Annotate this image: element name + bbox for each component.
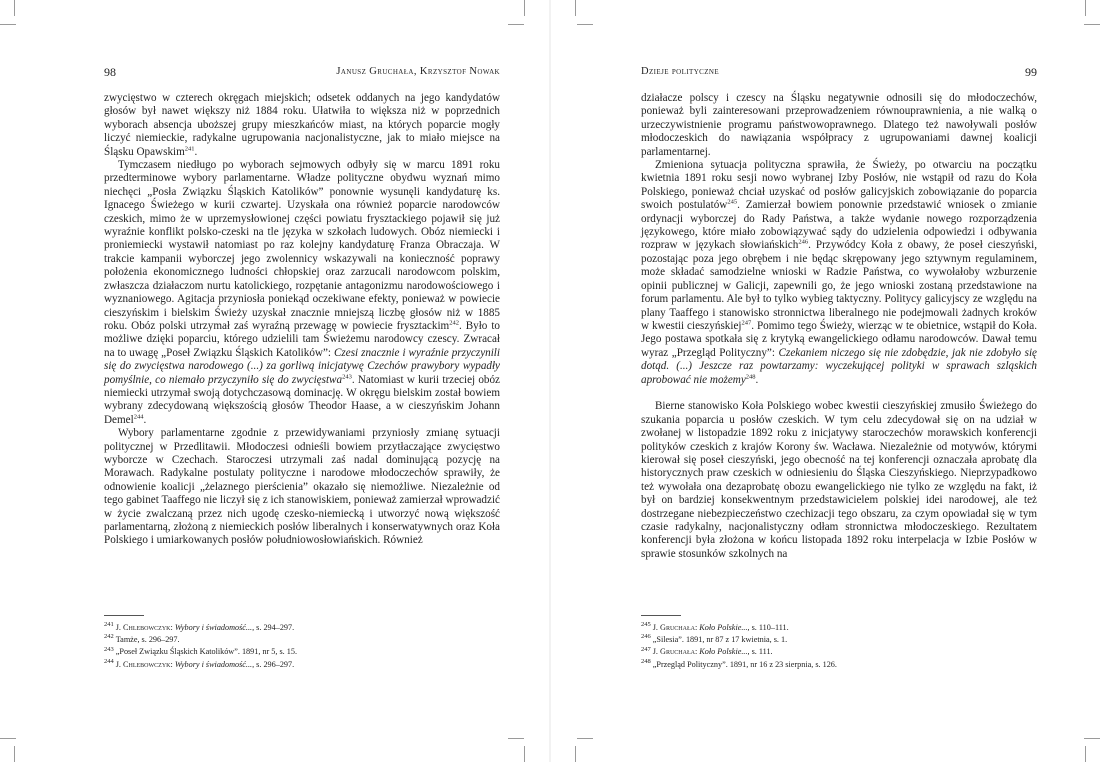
paragraph: [104, 159, 500, 427]
quotation: Czekaniem niczego się nie zdobędzie, jak nie zdobyło się dotąd. (...) Jeszcze raz powtarzamy: wyczekującej polityki w sprawach szląskich aprobować nie możemy: [641, 346, 1037, 386]
page-number: 98: [104, 65, 116, 79]
page-gutter: [549, 0, 551, 762]
footnote-marker: 244: [133, 413, 144, 421]
paragraph: [641, 400, 1037, 561]
footnote-rule: [641, 615, 681, 616]
footnote-marker: 243: [342, 372, 352, 380]
author-name: J. Chlebowczyk: [115, 659, 171, 669]
text-run: , s. 296–297.: [252, 659, 295, 669]
footnotes: [641, 622, 1037, 671]
quotation: Koło Polskie...: [699, 623, 748, 632]
quotation: Koło Polskie...: [699, 647, 748, 657]
footnote: [641, 622, 1037, 634]
footnote: [641, 646, 1037, 658]
text-run: :: [170, 623, 175, 632]
author-name: J. Gruchała: [652, 647, 695, 657]
footnote-rule: [104, 615, 144, 616]
footnote: [104, 646, 500, 658]
footnote-number: 246: [641, 633, 651, 641]
footnote: [641, 634, 1037, 646]
crop-mark: [1085, 0, 1086, 16]
footnote-marker: 247: [741, 319, 752, 327]
crop-mark: [508, 738, 524, 739]
text-run: . Przywódcy Koła z obawy, że poseł cieszyński, pozostając poza jego obrębem i nie będąc skrępowany jego sztywnym regulaminem, może składać samodzielne wnioski w Radzie Państwa, co wywołałoby wzburzenie opinii publicznej w Galicji, zapewnili go, że jego wnioski zostaną przedstawione na forum parlamentu. Ale był to tylko wybieg taktyczny. Politycy galicyjscy ze względu na plany Taaffego i stanowisko stronnictwa liberalnego nie podejmowali żadnych kroków w kwestii cieszyńskiej: [641, 239, 1037, 332]
crop-mark: [1084, 24, 1100, 25]
crop-mark: [0, 738, 16, 739]
footnote-marker: 246: [798, 238, 809, 246]
text-run: .: [755, 373, 759, 386]
text-run: . Pomimo tego Świeży, wierząc w te obietnice, wstąpił do Koła. Jego postawa spotkała się z krytyką ewangelickiego odłamu narodowców. Dawał temu wyraz „Przegląd Polityczny”:: [641, 319, 1037, 359]
text-run: . Natomiast w kurii trzeciej obóz niemiecki utrzymał swoją dotychczasową dominację. W okręgu bielskim został bowiem wybrany zdecydowaną większością głosów Theodor Haase, a w cieszyńskim Johann Demel: [104, 373, 500, 426]
footnote: [104, 634, 500, 646]
body-text: [641, 92, 1037, 561]
text-run: Tamże, s. 296–297.: [115, 635, 180, 645]
paragraph: [641, 159, 1037, 387]
paragraph: [104, 427, 500, 548]
footnote-number: 247: [641, 645, 651, 653]
text-run: Bierne stanowisko Koła Polskiego wobec kwestii cieszyńskiej zmusiło Świeżego do szukania poparcia u posłów czeskich. W tym celu zdecydował się on na udział w zwołanej w listopadzie 1892 roku z inicjatywy staroczechów morawskich konferencji polityków czeskich z krajów Korony św. Wacława. Niezależnie od motywów, którymi kierował się poseł cieszyński, jego obecność na tej konferencji oznaczała aprobatę dla historycznych praw czeskich w odniesieniu do Śląska Cieszyńskiego. Nieprzypadkowo też wywołała ona dezaprobatę obozu ewangelickiego nie tylko ze względu na fakt, iż był on bardziej konsekwentnym przedstawicielem polskiej idei narodowej, ale też dostrzegane niebezpieczeństwo czechizacji tego obszaru, za czym opowiadał się w tym czasie radykalny, nacjonalistyczny odłam stronnictwa młodoczeskiego. Rezultatem konferencji była złożona w końcu listopada 1892 roku interpelacja w Izbie Posłów w sprawie stosunków szkolnych na: [641, 400, 1037, 560]
author-name: J. Gruchała: [652, 623, 695, 632]
text-run: . Było to możliwe dzięki poparciu, którego udzielili tam Świeżemu narodowcy czescy. Zwracał na to uwagę „Poseł Związku Śląskich Katolików”:: [104, 319, 500, 359]
text-run: Wybory parlamentarne zgodnie z przewidywaniami przyniosły zmianę sytuacji politycznej w Przedlitawii. Młodoczesi odnieśli bowiem przytłaczające zwycięstwo wyborcze w Czechach. Staroczesi utrzymali zaś nadal dominującą pozycję na Morawach. Radykalne postulaty polityczne i narodowe młodoczechów sprawiły, że odnowienie koalicji „żelaznego pierścienia” okazało się niemożliwe. Niezależnie od tego gabinet Taaffego nie liczył się z ich stanowiskiem, ponieważ zamierzał wprowadzić w życie zwalczaną przez nich ugodę czesko-niemiecką i utworzyć nową większość parlamentarną, złożoną z niemieckich posłów liberalnych i konserwatywnych oraz Koła Polskiego i umiarkowanych posłów południowosłowiańskich. Również: [104, 427, 500, 547]
author-name: J. Chlebowczyk: [115, 623, 171, 632]
crop-mark: [577, 738, 593, 739]
page-header: [641, 64, 1037, 80]
text-run: :: [694, 623, 700, 632]
footnote-number: 241: [104, 621, 114, 629]
paragraph: [641, 92, 1037, 159]
crop-mark: [524, 746, 525, 762]
running-head: Dzieje polityczne: [641, 66, 720, 77]
footnote-marker: 241: [184, 144, 195, 152]
text-run: . Zamierzał bowiem ponownie przedstawić wniosek o zmianie ordynacji wyborczej do Rady Państwa, a także wydanie nowego rozporządzenia językowego, które miało zobowiązywać sądy do udzielenia odpowiedzi i odbywania rozpraw w językach słowiańskich: [641, 199, 1037, 252]
footnote: [104, 622, 500, 634]
crop-mark: [0, 24, 16, 25]
quotation: Wybory i świadomość...: [174, 623, 253, 632]
page-header: [104, 64, 500, 80]
right-page: [641, 0, 1037, 762]
text-run: zwycięstwo w czterech okręgach miejskich; odsetek oddanych na jego kandydatów głosów był nawet większy niż 1884 roku. Ułatwiła to większa niż w poprzednich wyborach absencja uboższej grupy mieszkańców miast, na których poparcie mogły liczyć niemieckie, radykalne ugrupowania nacjonalistyczne, jak to miało miejsce na Śląsku Opawskim: [104, 92, 500, 158]
page-number: 99: [1025, 65, 1037, 79]
footnote-number: 244: [104, 657, 114, 665]
text-run: .: [194, 145, 198, 158]
text-run: Zmieniona sytuacja polityczna sprawiła, że Świeży, po otwarciu na początku kwietnia 1891 roku sesji nowo wybranej Izby Posłów, nie wstąpił od razu do Koła Polskiego, ponieważ chciał uzyskać od posłów galicyjskich zobowiązanie do poparcia swoich postulatów: [641, 159, 1037, 212]
text-run: :: [170, 659, 175, 669]
quotation: Czesi znacznie i wyraźnie przyczynili się do zwycięstwa narodowego (...) za gorliwą inicjatywę Czechów prawybory wypadły pomyślnie, co niemało przyczyniło się do zwycięstwa: [104, 346, 500, 386]
crop-mark: [14, 0, 15, 16]
footnote-number: 248: [641, 657, 651, 665]
footnote-number: 243: [104, 645, 114, 653]
footnote-marker: 245: [727, 198, 738, 206]
crop-mark: [577, 24, 593, 25]
text-run: „Przegląd Polityczny”. 1891, nr 16 z 23 sierpnia, s. 126.: [652, 659, 837, 669]
text-run: .: [143, 413, 147, 426]
quotation: Wybory i świadomość...: [174, 659, 253, 669]
text-run: „Poseł Związku Śląskich Katolików”. 1891, nr 5, s. 15.: [115, 647, 297, 657]
footnote: [104, 659, 500, 671]
text-run: , s. 111.: [747, 647, 773, 657]
footnotes: [104, 622, 500, 671]
footnote-number: 245: [641, 621, 651, 629]
text-run: , s. 294–297.: [252, 623, 295, 632]
running-head: Janusz Gruchała, Krzysztof Nowak: [336, 66, 500, 77]
footnote-marker: 242: [449, 319, 459, 327]
crop-mark: [575, 0, 576, 16]
text-run: działacze polscy i czescy na Śląsku negatywnie odnosili się do młodoczechów, ponieważ byli zainteresowani przeprowadzeniem równouprawnienia, a nie walką o urzeczywistnienie programu państwowoprawnego. Dlatego też nawoływali posłów młodoczeskich do nawiązania współpracy z ugrupowaniami dawnej koalicji parlamentarnej.: [641, 92, 1037, 158]
crop-mark: [575, 746, 576, 762]
paragraph: [104, 92, 500, 159]
crop-mark: [508, 24, 524, 25]
crop-mark: [524, 0, 525, 16]
crop-mark: [1085, 746, 1086, 762]
body-text: [104, 92, 500, 548]
footnote-marker: 248: [745, 372, 756, 380]
text-run: Tymczasem niedługo po wyborach sejmowych odbyły się w marcu 1891 roku przedterminowe wybory parlamentarne. Władze polityczne obydwu wyznań mimo niechęci „Posła Związku Śląskich Katolików” ponownie wysunęli kandydaturę ks. Ignacego Świeżego w kurii czwartej. Uzyskała ona również poparcie narodowców czeskich, mimo że w uprzemysłowionej części powiatu frysztackiego pojawił się już wyraźnie konflikt polsko-czeski na tle języka w szkołach ludowych. Obóz niemiecki i proniemiecki wystawił natomiast po raz kolejny kandydaturę Franza Obraczaja. W trakcie kampanii wyborczej jego zwolennicy wskazywali na konieczność poprawy położenia ekonomicznego ludności chłopskiej oraz zarzucali narodowcom polskim, zwłaszcza działaczom nurtu katolickiego, rozpętanie antagonizmu narodowościowego i wyznaniowego. Agitacja przyniosła poniekąd oczekiwane efekty, ponieważ w powiecie cieszyńskim i bielskim Świeży uzyskał znacznie mniejszą liczbę głosów niż w 1885 roku. Obóz polski utrzymał zaś wyraźną przewagę w powiecie frysztackim: [104, 159, 500, 332]
crop-mark: [1084, 738, 1100, 739]
text-run: :: [694, 647, 700, 657]
crop-mark: [14, 746, 15, 762]
left-page: [104, 0, 500, 762]
text-run: , s. 110–111.: [747, 623, 789, 632]
text-run: „Silesia”. 1891, nr 87 z 17 kwietnia, s. 1.: [652, 635, 788, 645]
footnote: [641, 659, 1037, 671]
footnote-number: 242: [104, 633, 114, 641]
